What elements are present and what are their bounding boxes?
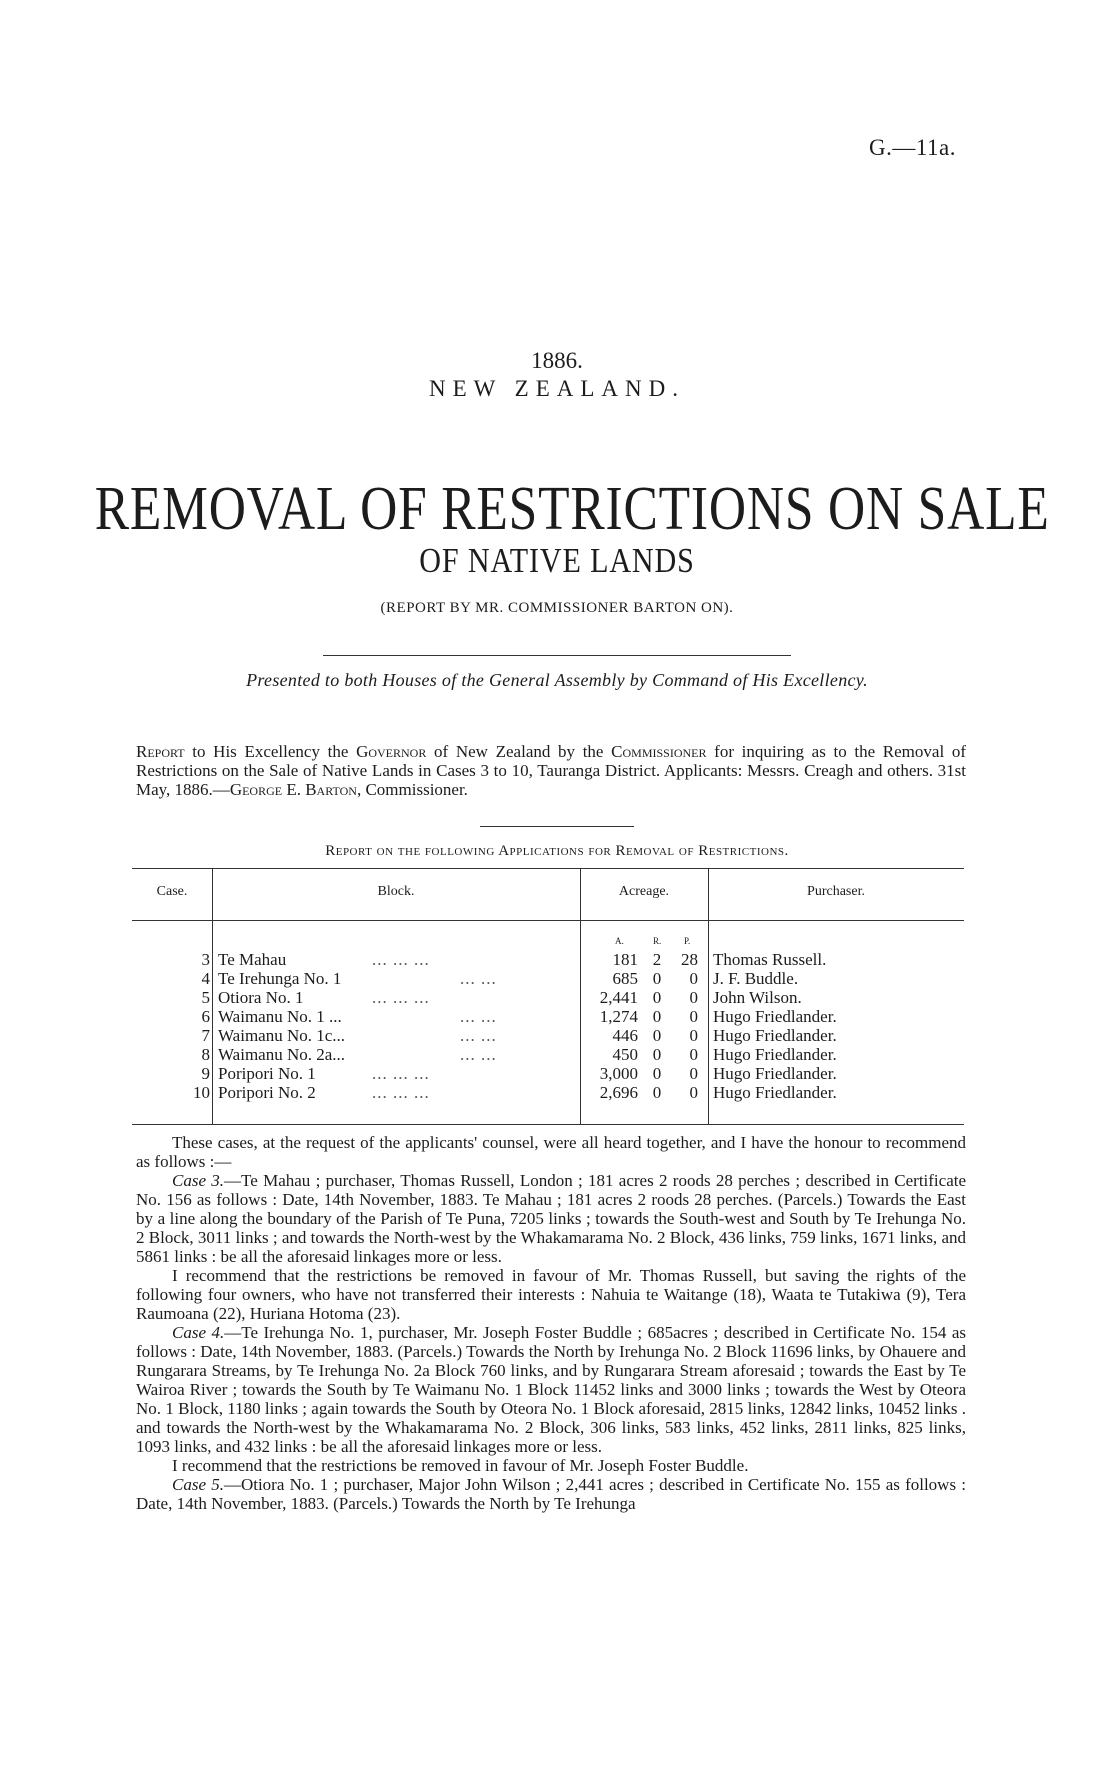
intro-text-2: of New Zealand by the	[426, 742, 612, 761]
case-3-label: Case 3.	[172, 1171, 225, 1190]
cell-perches: 0	[689, 1045, 698, 1064]
unit-perches: P.	[684, 936, 691, 946]
report-introduction	[136, 742, 966, 799]
cell-acres: 685	[612, 969, 638, 988]
document-year: 1886.	[531, 348, 583, 373]
intro-text-3: for inquiring as to the Removal of Restrictions on the Sale of Native Lands in Cases 3 to 10, Tauranga District. Applicants: Messrs. Creagh and others. 31st May, 1886.—	[136, 742, 967, 799]
case-5-label: Case 5.	[172, 1475, 224, 1494]
unit-roods: R.	[653, 936, 662, 946]
cell-purchaser: J. F. Buddle.	[713, 969, 799, 988]
cell-case: 3	[201, 950, 210, 969]
paragraph-case-5	[136, 1475, 966, 1513]
case-4-label: Case 4.	[172, 1323, 225, 1342]
cell-roods: 0	[652, 1083, 662, 1102]
cell-perches: 0	[689, 988, 698, 1007]
main-title-line-2: OF NATIVE LANDS	[419, 541, 695, 580]
cell-leader-dots: ... ... ...	[372, 950, 430, 969]
cell-block: Waimanu No. 1 ...	[218, 1007, 342, 1026]
table-top-rule	[132, 868, 964, 869]
cell-leader-dots: ... ... ...	[372, 1064, 430, 1083]
cell-acres: 2,441	[599, 988, 638, 1007]
report-body	[136, 1133, 966, 1513]
cell-roods: 0	[652, 1064, 662, 1083]
cell-case: 7	[201, 1026, 210, 1045]
cell-perches: 0	[689, 1083, 698, 1102]
cell-acres: 181	[612, 950, 638, 969]
cell-purchaser: John Wilson.	[713, 988, 802, 1007]
cell-perches: 28	[681, 950, 698, 969]
cell-leader-dots: ... ...	[460, 1026, 497, 1045]
paragraph-intro: These cases, at the request of the applicants' counsel, were all heard together, and I have the honour to recommend as follows :—	[136, 1133, 966, 1171]
case-4-text: —Te Irehunga No. 1, purchaser, Mr. Joseph Foster Buddle ; 685acres ; described in Certificate No. 154 as follows : Date, 14th November, 1883. (Parcels.) Towards the North by Irehunga No. 2 Block 11696 links, by Ohauere and Rungarara Streams, by Te Irehunga No. 2a Block 760 links, and by Rungarara Stream aforesaid ; towards the East by Te Wairoa River ; towards the South by Te Waimanu No. 1 Block 11452 links and 3000 links ; towards the West by Oteora No. 1 Block, 1180 links ; again towards the South by Oteora No. 1 Block aforesaid, 2815 links, 12842 links, 10452 links . and towards the North-west by the Whakamarama No. 2 Block, 306 links, 583 links, 452 links, 2811 links, 825 links, 1093 links, and 432 links : be all the aforesaid linkages more or less.	[136, 1323, 967, 1456]
table-row	[0, 988, 1114, 1007]
table-row	[0, 950, 1114, 969]
intro-signatory: George E. Barton	[229, 780, 357, 799]
unit-acres: A.	[615, 936, 624, 946]
cell-roods: 0	[652, 1026, 662, 1045]
header-purchaser: Purchaser.	[807, 884, 865, 899]
cell-purchaser: Hugo Friedlander.	[713, 1045, 837, 1064]
case-5-text: —Otiora No. 1 ; purchaser, Major John Wilson ; 2,441 acres ; described in Certificate No. 155 as follows : Date, 14th November, 1883. (Parcels.) Towards the North by Te Irehunga	[136, 1475, 966, 1513]
cell-case: 6	[201, 1007, 210, 1026]
header-acreage: Acreage.	[618, 884, 670, 899]
cell-case: 5	[201, 988, 210, 1007]
paragraph-case-4-recommendation: I recommend that the restrictions be removed in favour of Mr. Joseph Foster Buddle.	[172, 1456, 749, 1475]
case-3-text: —Te Mahau ; purchaser, Thomas Russell, London ; 181 acres 2 roods 28 perches ; described in Certificate No. 156 as follows : Date, 14th November, 1883. Te Mahau ; 181 acres 2 roods 28 perches. (Parcels.) Towards the East by a line along the boundary of the Parish of Te Puna, 7205 links ; towards the South-west and South by Te Irehunga No. 2 Block, 3011 links ; and towards the North-west by the Whakamarama No. 2 Block, 436 links, 759 links, 1671 links, and 5861 links : be all the aforesaid linkages more or less.	[136, 1171, 967, 1266]
table-row	[0, 969, 1114, 988]
cell-acres: 2,696	[599, 1083, 638, 1102]
cell-roods: 0	[652, 988, 662, 1007]
cell-perches: 0	[689, 969, 698, 988]
cell-roods: 0	[652, 1007, 662, 1026]
cell-purchaser: Hugo Friedlander.	[713, 1007, 837, 1026]
cell-case: 10	[193, 1083, 210, 1102]
table-header-rule	[132, 920, 964, 921]
paragraph-case-3	[136, 1171, 966, 1266]
cell-perches: 0	[689, 1007, 698, 1026]
intro-text-1: to His Excellency the	[184, 742, 357, 761]
cell-block: Waimanu No. 1c...	[218, 1026, 346, 1045]
table-row	[0, 1026, 1114, 1045]
document-reference: G.—11a.	[869, 135, 956, 160]
cell-roods: 0	[652, 1045, 662, 1064]
table-row	[0, 1083, 1114, 1102]
header-case: Case.	[156, 884, 188, 899]
cell-acres: 450	[612, 1045, 638, 1064]
header-block: Block.	[377, 884, 415, 899]
cell-block: Waimanu No. 2a...	[218, 1045, 346, 1064]
intro-commissioner-word: Commissioner	[611, 742, 707, 761]
cell-acres: 446	[612, 1026, 638, 1045]
table-row	[0, 1064, 1114, 1083]
presented-line: Presented to both Houses of the General Assembly by Command of His Excellency.	[246, 670, 868, 690]
table-row	[0, 1045, 1114, 1064]
cell-leader-dots: ... ...	[460, 1045, 497, 1064]
paragraph-case-3-recommendation: I recommend that the restrictions be removed in favour of Mr. Thomas Russell, but saving the rights of the following four owners, who have not transferred their interests : Nahuia te Waitange (18), Waata te Tutakiwa (9), Tera Raumoana (22), Huriana Hotoma (23).	[136, 1266, 966, 1323]
table-bottom-rule	[132, 1124, 964, 1125]
intro-text-4: , Commissioner.	[356, 780, 468, 799]
intro-rule	[480, 826, 634, 827]
report-subtitle: (REPORT BY MR. COMMISSIONER BARTON ON).	[380, 600, 734, 616]
cell-perches: 0	[689, 1026, 698, 1045]
cell-acres: 3,000	[599, 1064, 638, 1083]
cell-block: Otiora No. 1	[218, 988, 304, 1007]
cell-perches: 0	[689, 1064, 698, 1083]
intro-report-word: Report	[136, 742, 185, 761]
cell-case: 9	[201, 1064, 210, 1083]
cell-roods: 2	[652, 950, 662, 969]
cell-leader-dots: ... ... ...	[372, 1083, 430, 1102]
table-row	[0, 1007, 1114, 1026]
cell-purchaser: Hugo Friedlander.	[713, 1026, 837, 1045]
cell-block: Te Irehunga No. 1	[218, 969, 342, 988]
cell-case: 4	[201, 969, 210, 988]
intro-governor-word: Governor	[356, 742, 427, 761]
cell-purchaser: Thomas Russell.	[713, 950, 827, 969]
cell-block: Poripori No. 1	[218, 1064, 316, 1083]
cell-leader-dots: ... ...	[460, 969, 497, 988]
main-title-line-1: REMOVAL OF RESTRICTIONS ON SALE	[94, 475, 1050, 543]
cell-block: Te Mahau	[218, 950, 287, 969]
cell-leader-dots: ... ... ...	[372, 988, 430, 1007]
cell-purchaser: Hugo Friedlander.	[713, 1064, 837, 1083]
cell-block: Poripori No. 2	[218, 1083, 316, 1102]
paragraph-case-4	[136, 1323, 966, 1456]
cell-leader-dots: ... ...	[460, 1007, 497, 1026]
country-heading: NEW ZEALAND.	[428, 376, 686, 401]
cell-roods: 0	[652, 969, 662, 988]
cell-acres: 1,274	[599, 1007, 638, 1026]
table-title: Report on the following Applications for Removal of Restrictions.	[325, 843, 789, 859]
cell-purchaser: Hugo Friedlander.	[713, 1083, 837, 1102]
cell-case: 8	[201, 1045, 210, 1064]
title-rule	[323, 655, 791, 656]
